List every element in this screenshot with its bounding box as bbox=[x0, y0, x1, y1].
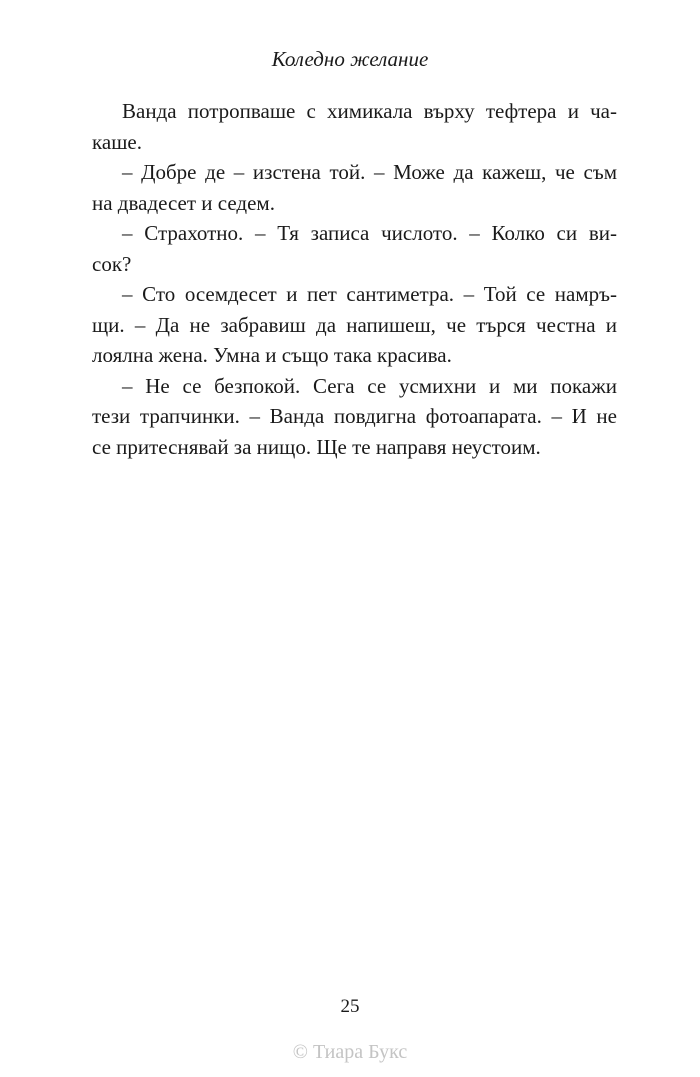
text-line: – Сто осемдесет и пет сантиметра. – Той се намръ- bbox=[122, 282, 617, 306]
page-number: 25 bbox=[340, 996, 360, 1017]
text-line: – Не се безпокой. Сега се усмихни и ми покажи bbox=[122, 373, 617, 398]
running-header-title: Коледно желание bbox=[271, 47, 429, 71]
copyright-notice: © Тиара Букс bbox=[292, 1041, 408, 1063]
text-line: – Страхотно. – Тя записа числото. – Колко си ви- bbox=[122, 221, 617, 245]
text-line: се притеснявай за нищо. Ще те направя неустоим. bbox=[92, 434, 541, 459]
body-text bbox=[92, 96, 617, 462]
text-line: – Добре де – изстена той. – Може да кажеш, че съм bbox=[122, 160, 617, 184]
text-line: тези трапчинки. – Ванда повдигна фотоапарата. – И не bbox=[92, 404, 617, 428]
text-line: щи. – Да не забравиш да напишеш, че търся честна и bbox=[92, 312, 617, 337]
text-line: лоялна жена. Умна и също така красива. bbox=[92, 343, 452, 367]
text-line: каше. bbox=[92, 129, 142, 154]
text-line: на двадесет и седем. bbox=[92, 190, 275, 215]
text-line: Ванда потропваше с химикала върху тефтера и ча- bbox=[122, 99, 617, 123]
text-line: сок? bbox=[92, 251, 132, 276]
